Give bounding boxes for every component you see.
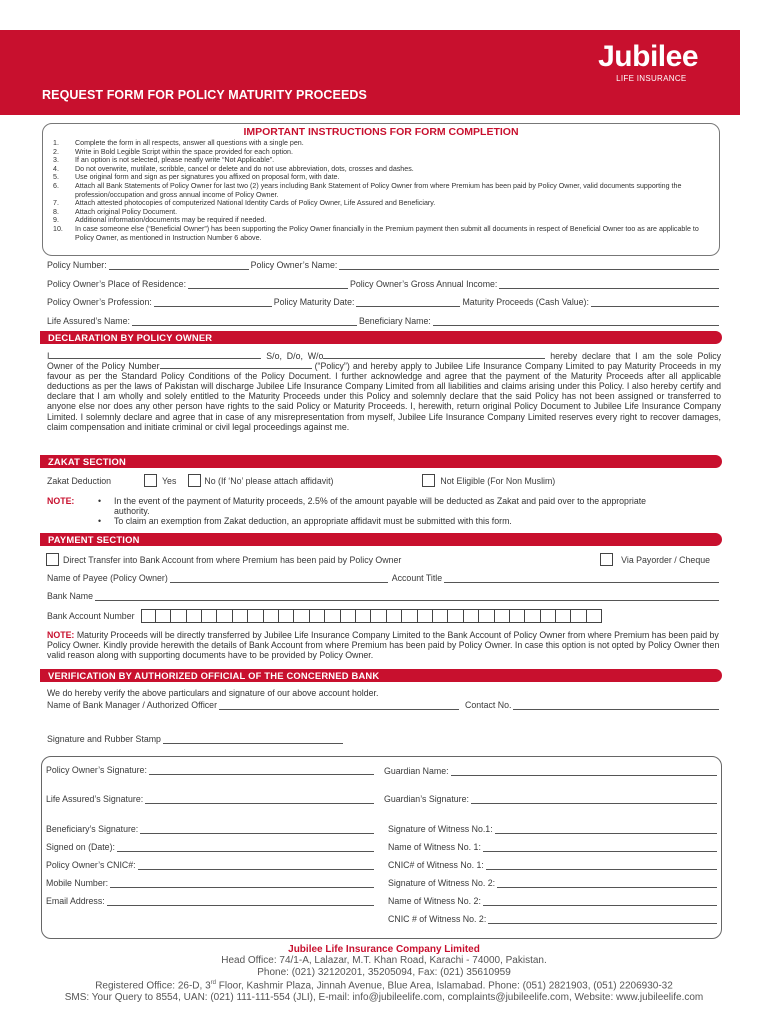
payorder-label: Via Payorder / Cheque bbox=[621, 554, 710, 565]
declaration-section-bar bbox=[40, 331, 722, 344]
life-assured-field[interactable] bbox=[132, 317, 357, 326]
account-number-cell[interactable] bbox=[233, 609, 248, 623]
witness2-cnic-field[interactable] bbox=[488, 915, 717, 924]
witness2-cnic-label: CNIC # of Witness No. 2: bbox=[388, 914, 487, 924]
account-number-cell[interactable] bbox=[495, 609, 510, 623]
payee-field[interactable] bbox=[170, 574, 388, 583]
instruction-item: 2. Write in Bold Legible Script within the space provided for each option. bbox=[53, 147, 293, 156]
guardian-name-field[interactable] bbox=[451, 767, 717, 776]
instruction-item: 1. Complete the form in all respects, answer all questions with a single pen. bbox=[53, 139, 304, 147]
signed-on-row bbox=[46, 842, 376, 852]
footer-head-office: Head Office: 74/1-A, Lalazar, M.T. Khan Road, Karachi - 74000, Pakistan. bbox=[221, 955, 547, 967]
account-number-cell[interactable] bbox=[587, 609, 602, 623]
bank-name-row bbox=[47, 591, 721, 601]
owner-cnic-label: Policy Owner’s CNIC#: bbox=[46, 860, 136, 870]
account-number-cell[interactable] bbox=[294, 609, 309, 623]
witness2-cnic-row bbox=[388, 914, 719, 924]
zakat-options-row bbox=[47, 474, 721, 487]
account-number-cell[interactable] bbox=[202, 609, 217, 623]
account-title-field[interactable] bbox=[444, 574, 719, 583]
instruction-item: 7. Attach attested photocopies of computerized National Identity Cards of Policy Owner, Life Assured and Beneficiary. bbox=[53, 199, 436, 208]
account-number-cell[interactable] bbox=[556, 609, 571, 623]
witness1-signature-label: Signature of Witness No.1: bbox=[388, 824, 493, 834]
signed-on-field[interactable] bbox=[117, 843, 374, 852]
payment-section-bar bbox=[40, 533, 722, 546]
declaration-body: (“Policy”) and hereby apply to Jubilee Life Insurance Company Limited to pay Maturity Proceeds in my favour as per the Standard Policy Conditions of the Policy Document. I further acknowledge and agree that the payment of the Maturity Proceeds after all applicable deductions as per the laws of Pakistan will discharge Jubilee Life Insurance Company Limited from all liabilities and claims arising under this Policy. I also hereby certify and declare that I am wholly and solely entitled to the Maturity Proceeds under this Policy and solemnly declare that the said Policy has not been assigned or transferred to anyone else nor does any other person have rights to the said Policy or Maturity Proceeds. I, herewith, return original Policy Document to Jubilee Life Insurance Company Limited. I solemnly declare and agree that in case of any misrepresentation from myself, Jubilee Life Insurance Company Limited reserves every right to recover damages, claim compensation and initiate criminal or civil legal proceedings against me. bbox=[47, 361, 721, 432]
logo-subtitle: LIFE INSURANCE bbox=[616, 74, 687, 83]
zakat-not-eligible-label: Not Eligible (For Non Muslim) bbox=[440, 475, 556, 486]
policy-row-4 bbox=[47, 316, 721, 326]
declaration-text bbox=[47, 351, 721, 432]
account-number-label: Bank Account Number bbox=[47, 611, 135, 621]
instruction-item: 10. In case someone else (“Beneficial Owner”) has been supporting the Policy Owner financially in the Premium payment then submit all documents in respect of Beneficial Owner too as are applicable to Policy Owner, as mentioned in Instruction Number 6 above. bbox=[53, 224, 699, 242]
owner-cnic-field[interactable] bbox=[138, 861, 374, 870]
witness2-name-row bbox=[388, 896, 719, 906]
account-number-cell[interactable] bbox=[264, 609, 279, 623]
footer-phone: Phone: (021) 32120201, 35205094, Fax: (021) 35610959 bbox=[257, 966, 511, 978]
witness2-name-label: Name of Witness No. 2: bbox=[388, 896, 481, 906]
verification-heading: VERIFICATION BY AUTHORIZED OFFICIAL OF THE CONCERNED BANK bbox=[48, 670, 380, 681]
beneficiary-signature-row bbox=[46, 824, 376, 834]
policy-row-2 bbox=[47, 279, 721, 289]
payment-method-row bbox=[46, 553, 720, 566]
account-number-cell[interactable] bbox=[325, 609, 340, 623]
footer-contact: SMS: Your Query to 8554, UAN: (021) 111-111-554 (JLI), E-mail: info@jubileelife.com, complaints@jubileelife.com, Website: www.jubileelife.com bbox=[64, 991, 704, 1003]
payment-note-label: NOTE: bbox=[47, 630, 75, 640]
footer-registered-office: Registered Office: 26-D, 3rd Floor, Kashmir Plaza, Jinnah Avenue, Blue Area, Islamabad. Phone: (051) 2821903, (051) 2206930-32 bbox=[95, 980, 673, 992]
account-number-cell[interactable] bbox=[187, 609, 202, 623]
payment-heading: PAYMENT SECTION bbox=[48, 534, 140, 545]
beneficiary-signature-field[interactable] bbox=[140, 825, 374, 834]
declaration-policy-number-field[interactable] bbox=[160, 361, 312, 369]
instructions-box bbox=[42, 123, 720, 256]
policy-number-label: Policy Number: bbox=[47, 260, 107, 270]
email-row bbox=[46, 896, 376, 906]
signatures-box bbox=[41, 756, 722, 939]
account-number-cell[interactable] bbox=[418, 609, 433, 623]
bank-name-field[interactable] bbox=[95, 592, 719, 601]
form-title: REQUEST FORM FOR POLICY MATURITY PROCEEDS bbox=[42, 88, 367, 102]
logo-wordmark: Jubilee bbox=[598, 40, 698, 73]
life-assured-signature-field[interactable] bbox=[145, 795, 374, 804]
manager-field[interactable] bbox=[219, 701, 459, 710]
stamp-row bbox=[47, 734, 721, 744]
contact-field[interactable] bbox=[513, 701, 719, 710]
stamp-field[interactable] bbox=[163, 735, 343, 744]
payorder-checkbox[interactable] bbox=[600, 553, 613, 566]
instructions-title: IMPORTANT INSTRUCTIONS FOR FORM COMPLETION bbox=[243, 126, 519, 138]
witness1-name-row bbox=[388, 842, 719, 852]
witness1-cnic-field[interactable] bbox=[486, 861, 717, 870]
zakat-note-item: • In the event of the payment of Maturity proceeds, 2.5% of the amount payable will be deducted as Zakat and paid over to the appropriate authority. bbox=[98, 496, 647, 516]
mobile-field[interactable] bbox=[110, 879, 374, 888]
jubilee-logo bbox=[598, 42, 698, 83]
email-field[interactable] bbox=[107, 897, 374, 906]
zakat-no-label: No (If ‘No’ please attach affidavit) bbox=[204, 475, 334, 486]
maturity-proceeds-field[interactable] bbox=[591, 298, 719, 307]
account-number-cell[interactable] bbox=[433, 609, 448, 623]
signed-on-label: Signed on (Date): bbox=[46, 842, 115, 852]
policy-number-field[interactable] bbox=[109, 261, 249, 270]
instruction-item: 4. Do not overwrite, mutilate, scribble, cancel or delete and do not use abbreviation, dots, crosses and dashes. bbox=[53, 164, 414, 173]
zakat-not-eligible-checkbox[interactable] bbox=[422, 474, 435, 487]
direct-transfer-label: Direct Transfer into Bank Account from where Premium has been paid by Policy Owner bbox=[63, 554, 402, 565]
owner-cnic-row bbox=[46, 860, 376, 870]
guardian-signature-row bbox=[384, 794, 719, 804]
zakat-note-label: NOTE: bbox=[47, 496, 75, 506]
payment-note bbox=[47, 630, 721, 660]
zakat-yes-checkbox[interactable] bbox=[144, 474, 157, 487]
account-number-cells bbox=[141, 609, 603, 623]
owner-signature-label: Policy Owner’s Signature: bbox=[46, 765, 147, 775]
direct-transfer-checkbox[interactable] bbox=[46, 553, 59, 566]
instructions-list bbox=[53, 139, 709, 242]
beneficiary-field[interactable] bbox=[433, 317, 719, 326]
account-number-cell[interactable] bbox=[510, 609, 525, 623]
declaration-relation: S/o, D/o, W/o bbox=[266, 351, 324, 361]
life-assured-signature-row bbox=[46, 794, 376, 804]
witness1-signature-row bbox=[388, 824, 719, 834]
maturity-proceeds-label: Maturity Proceeds (Cash Value): bbox=[462, 297, 589, 307]
instruction-item: 3. If an option is not selected, please neatly write “Not Applicable”. bbox=[53, 156, 275, 165]
account-number-cell[interactable] bbox=[356, 609, 371, 623]
verification-statement: We do hereby verify the above particulars and signature of our above account holder. bbox=[47, 688, 379, 698]
account-number-cell[interactable] bbox=[464, 609, 479, 623]
instruction-item: 8. Attach original Policy Document. bbox=[53, 207, 178, 216]
account-number-cell[interactable] bbox=[171, 609, 186, 623]
owner-name-field[interactable] bbox=[339, 261, 719, 270]
account-number-cell[interactable] bbox=[341, 609, 356, 623]
manager-row bbox=[47, 700, 721, 710]
account-number-cell[interactable] bbox=[402, 609, 417, 623]
zakat-note-list bbox=[98, 496, 658, 526]
payment-note-text: Maturity Proceeds will be directly transferred by Jubilee Life Insurance Company Limited to the Bank Account of Policy Owner from where Premium has been paid by Policy Owner. Kindly provide herewith the details of Bank Account from where Premium has been paid by Policy Owner. In case this option is not opted by Policy Owner then valid reason along with supporting documents have to be provided by Policy Owner. bbox=[47, 630, 720, 660]
witness2-signature-label: Signature of Witness No. 2: bbox=[388, 878, 496, 888]
profession-label: Policy Owner’s Profession: bbox=[47, 297, 152, 307]
income-field[interactable] bbox=[499, 280, 719, 289]
witness2-signature-row bbox=[388, 878, 719, 888]
instruction-item: 5. Use original form and sign as per signatures you affixed on proposal form, with date. bbox=[53, 173, 340, 182]
stamp-label: Signature and Rubber Stamp bbox=[47, 734, 161, 744]
witness1-name-label: Name of Witness No. 1: bbox=[388, 842, 481, 852]
witness2-name-field[interactable] bbox=[483, 897, 717, 906]
payee-row bbox=[47, 573, 721, 583]
witness1-cnic-label: CNIC# of Witness No. 1: bbox=[388, 860, 484, 870]
declaration-hereby: hereby declare that I am the sole bbox=[550, 351, 693, 361]
zakat-no-checkbox[interactable] bbox=[188, 474, 201, 487]
beneficiary-signature-label: Beneficiary’s Signature: bbox=[46, 824, 139, 834]
account-number-cell[interactable] bbox=[217, 609, 232, 623]
account-number-row bbox=[47, 609, 721, 623]
mobile-row bbox=[46, 878, 376, 888]
maturity-date-label: Policy Maturity Date: bbox=[273, 297, 355, 307]
owner-signature-row bbox=[46, 765, 376, 775]
life-assured-signature-label: Life Assured’s Signature: bbox=[46, 794, 144, 804]
zakat-note-item: • To claim an exemption from Zakat deduction, an appropriate affidavit must be submitted with this form. bbox=[98, 516, 512, 526]
policy-row-1 bbox=[47, 260, 721, 270]
beneficiary-label: Beneficiary Name: bbox=[358, 316, 431, 326]
zakat-yes-label: Yes bbox=[162, 475, 177, 486]
account-number-cell[interactable] bbox=[371, 609, 386, 623]
declarant-name-field[interactable] bbox=[49, 351, 261, 359]
account-number-cell[interactable] bbox=[310, 609, 325, 623]
bank-name-label: Bank Name bbox=[47, 591, 93, 601]
zakat-heading: ZAKAT SECTION bbox=[48, 456, 126, 467]
manager-label: Name of Bank Manager / Authorized Officer bbox=[47, 700, 217, 710]
zakat-note bbox=[47, 496, 721, 526]
guardian-name-row bbox=[384, 766, 719, 776]
email-label: Email Address: bbox=[46, 896, 105, 906]
zakat-section-bar bbox=[40, 455, 722, 468]
payee-label: Name of Payee (Policy Owner) bbox=[47, 573, 168, 583]
policy-row-3 bbox=[47, 297, 721, 307]
declaration-owner-of: Policy Owner of the Policy Number bbox=[47, 351, 721, 372]
owner-name-label: Policy Owner’s Name: bbox=[250, 260, 338, 270]
profession-field[interactable] bbox=[154, 298, 272, 307]
verification-section-bar bbox=[40, 669, 722, 682]
footer-company: Jubilee Life Insurance Company Limited bbox=[288, 944, 480, 955]
witness1-cnic-row bbox=[388, 860, 719, 870]
income-label: Policy Owner’s Gross Annual Income: bbox=[350, 279, 498, 289]
guardian-signature-label: Guardian’s Signature: bbox=[384, 794, 469, 804]
zakat-deduction-label: Zakat Deduction bbox=[47, 475, 112, 486]
account-number-cell[interactable] bbox=[541, 609, 556, 623]
mobile-label: Mobile Number: bbox=[46, 878, 109, 888]
instruction-item: 6. Attach all Bank Statements of Policy Owner for last two (2) years including Bank Statement of Policy Owner from where Premium has been paid by Policy Owner, valid documents supporting the profession/occupation and gross annual income of Policy Owner. bbox=[53, 181, 682, 199]
residence-field[interactable] bbox=[188, 280, 348, 289]
account-number-cell[interactable] bbox=[525, 609, 540, 623]
guardian-name-label: Guardian Name: bbox=[384, 766, 449, 776]
contact-label: Contact No. bbox=[465, 700, 512, 710]
account-title-label: Account Title bbox=[391, 573, 443, 583]
footer bbox=[0, 944, 768, 1003]
account-number-cell[interactable] bbox=[141, 609, 156, 623]
account-number-cell[interactable] bbox=[248, 609, 263, 623]
guardian-signature-field[interactable] bbox=[471, 795, 717, 804]
life-assured-label: Life Assured’s Name: bbox=[47, 316, 130, 326]
account-number-cell[interactable] bbox=[387, 609, 402, 623]
relation-name-field[interactable] bbox=[323, 351, 545, 359]
owner-signature-field[interactable] bbox=[149, 766, 374, 775]
declaration-heading: DECLARATION BY POLICY OWNER bbox=[48, 332, 213, 343]
witness1-name-field[interactable] bbox=[483, 843, 717, 852]
instruction-item: 9. Additional information/documents may be required if needed. bbox=[53, 216, 267, 225]
account-number-cell[interactable] bbox=[448, 609, 463, 623]
header-banner bbox=[0, 30, 740, 115]
account-number-cell[interactable] bbox=[279, 609, 294, 623]
witness1-signature-field[interactable] bbox=[495, 825, 717, 834]
maturity-date-field[interactable] bbox=[356, 298, 460, 307]
account-number-cell[interactable] bbox=[571, 609, 586, 623]
account-number-cell[interactable] bbox=[156, 609, 171, 623]
account-number-cell[interactable] bbox=[479, 609, 494, 623]
witness2-signature-field[interactable] bbox=[497, 879, 717, 888]
residence-label: Policy Owner’s Place of Residence: bbox=[47, 279, 187, 289]
declaration-i: I bbox=[47, 351, 50, 361]
